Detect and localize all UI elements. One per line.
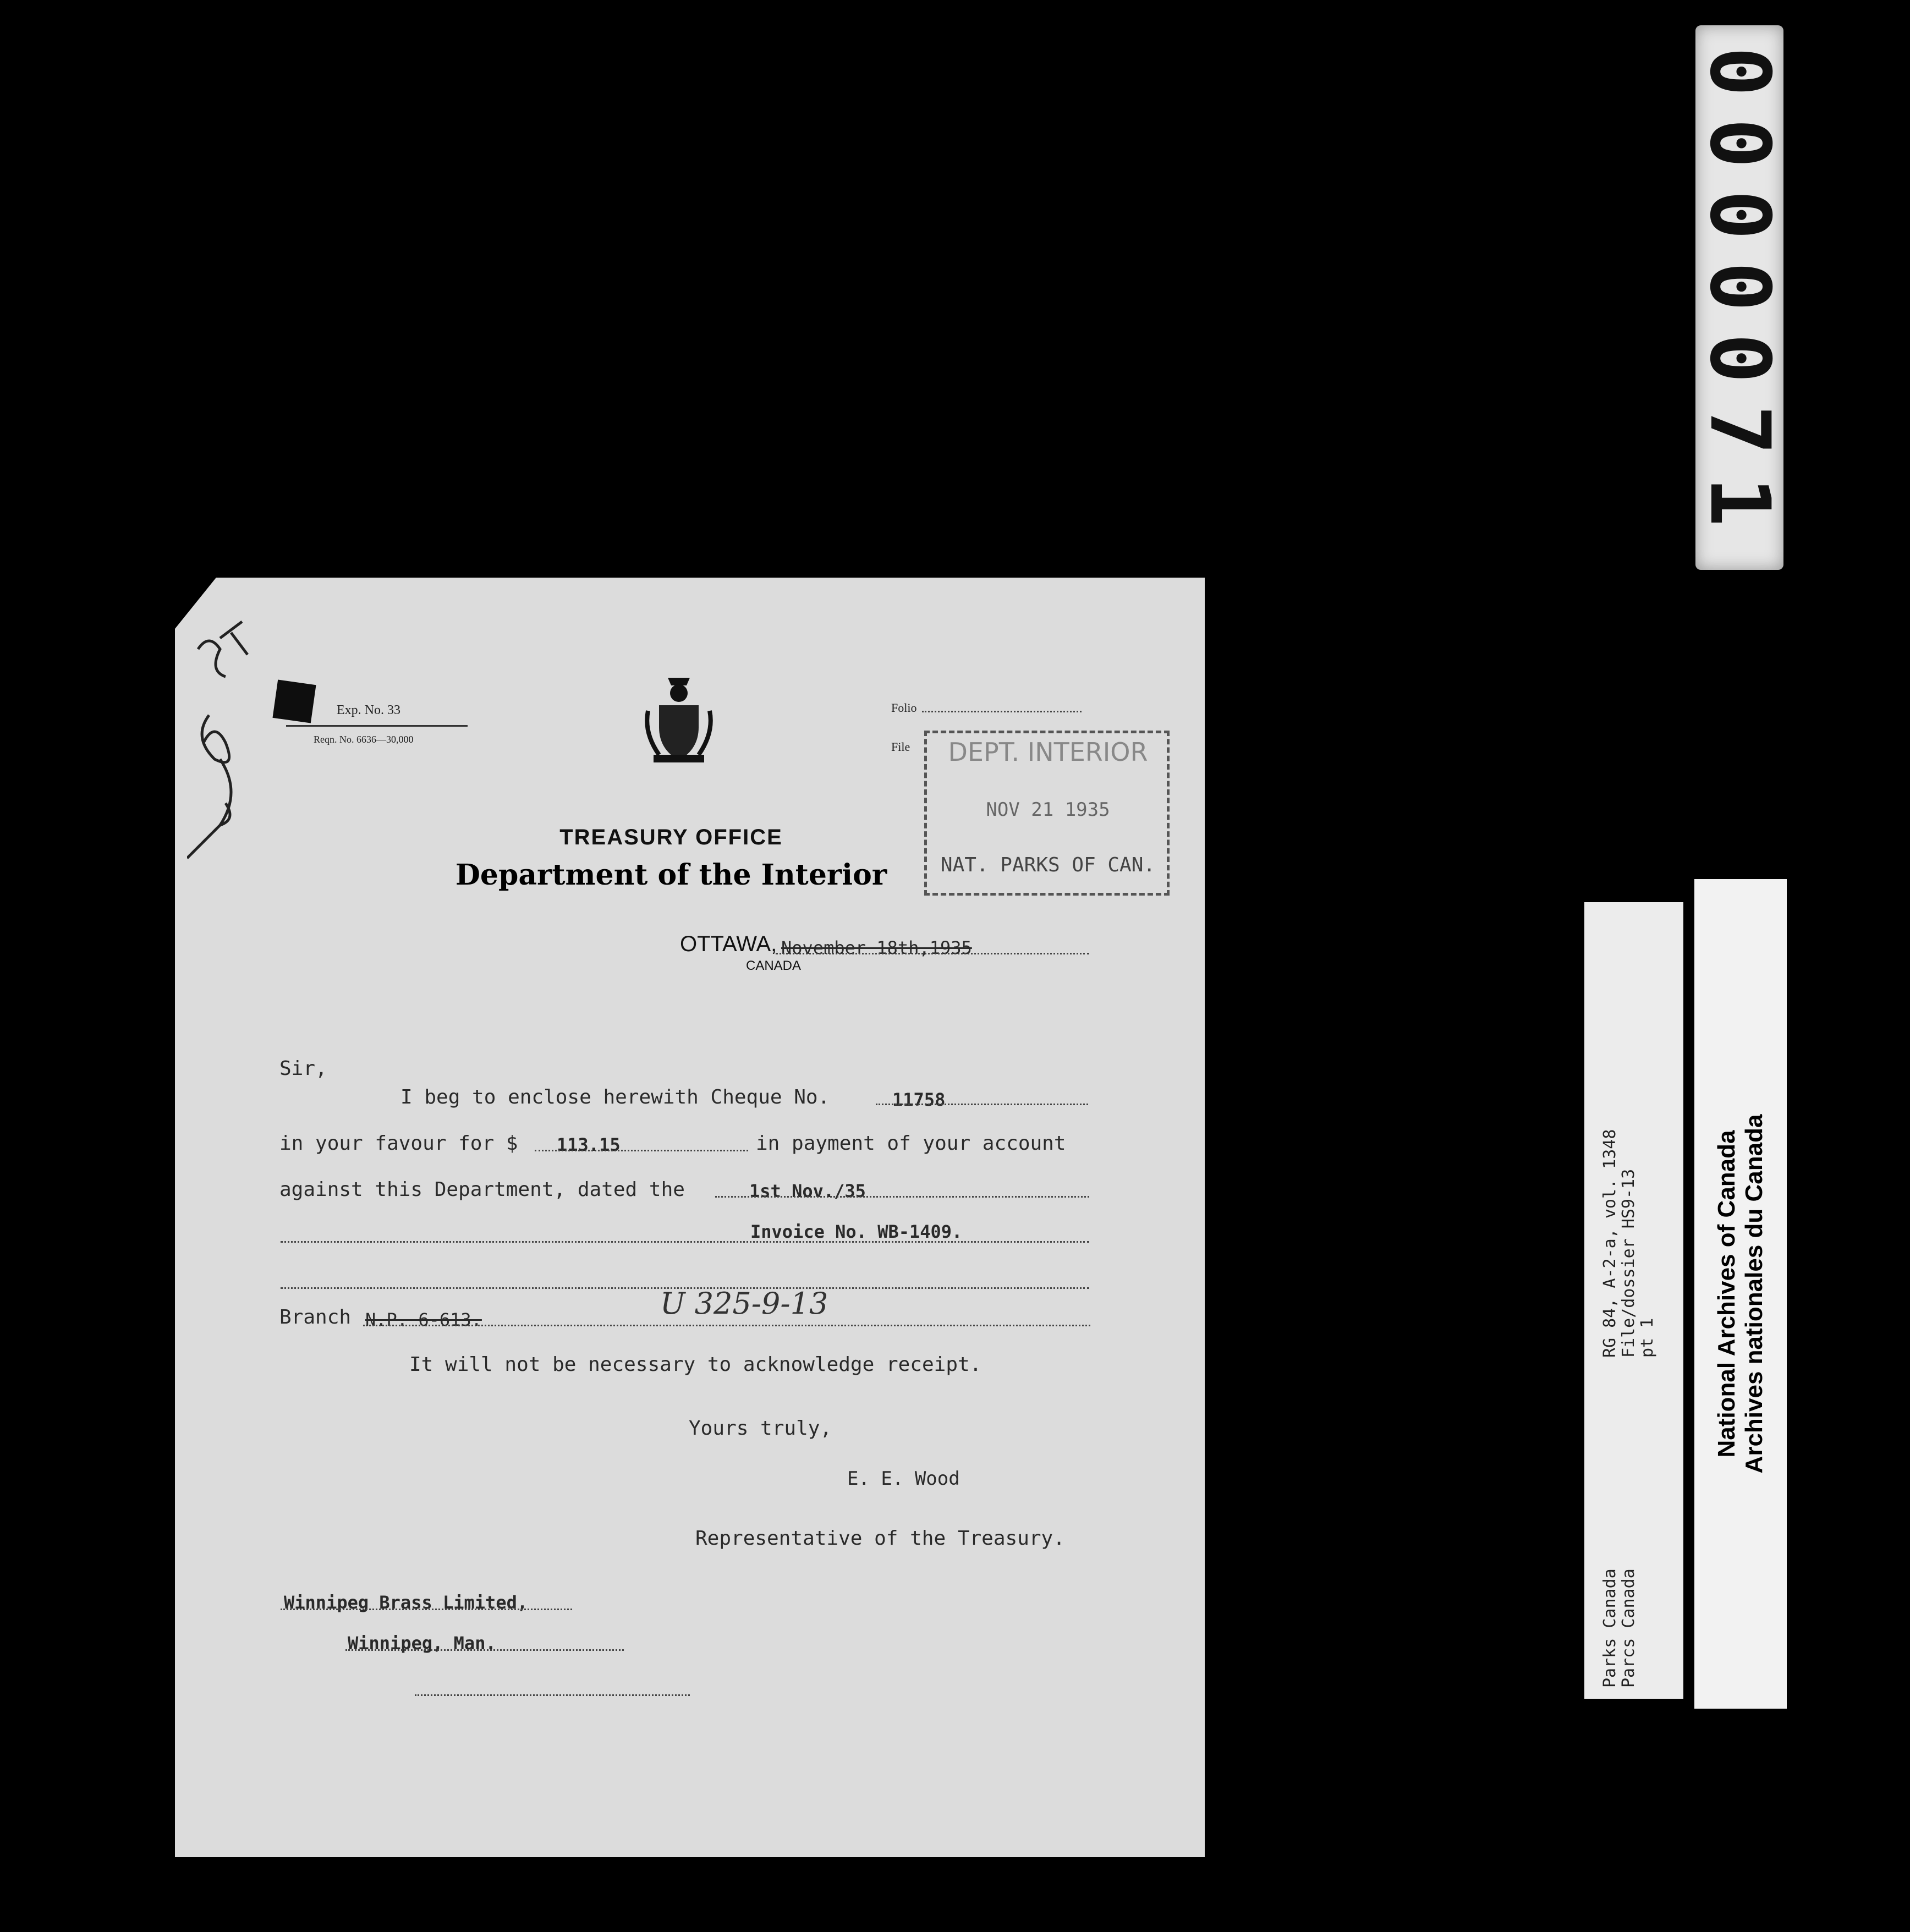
- reference-line-3: pt 1: [1638, 1318, 1657, 1358]
- exp-rule: [286, 725, 468, 727]
- reference-agency-fr: Parcs Canada: [1619, 1568, 1638, 1688]
- reqn-number: Reqn. No. 6636—30,000: [314, 734, 414, 745]
- addressee-line-2: [345, 1649, 624, 1651]
- folio-line: [922, 711, 1082, 712]
- department-title: Department of the Interior: [455, 858, 887, 892]
- branch-label: Branch: [279, 1306, 352, 1329]
- addressee-line-3: [415, 1694, 690, 1696]
- frame-number-strip: [1692, 25, 1787, 570]
- ink-blot: [272, 679, 316, 723]
- account-date: 1st Nov./35: [749, 1181, 866, 1201]
- reference-line-2: File/dossier HS9-13: [1619, 1168, 1638, 1358]
- cheque-amount: 113.15: [557, 1134, 621, 1155]
- against-text: against this Department, dated the: [279, 1178, 685, 1201]
- addressee-city: Winnipeg, Man.: [348, 1633, 496, 1654]
- stamp-branch: NAT. PARKS OF CAN.: [940, 854, 1156, 876]
- file-label: File: [891, 740, 910, 754]
- archive-label-fr: Archives nationales du Canada: [1741, 1114, 1768, 1474]
- date-line: [776, 953, 1089, 954]
- favour-text: in your favour for $: [279, 1132, 518, 1155]
- dateline-country: CANADA: [746, 958, 802, 973]
- reference-strip: [1584, 902, 1683, 1699]
- reference-line-1: RG 84, A-2-a, vol. 1348: [1600, 1129, 1620, 1358]
- handwritten-mark-icon: [187, 616, 297, 864]
- frame-number: 0000071: [1692, 46, 1787, 549]
- addressee-name: Winnipeg Brass Limited,: [284, 1592, 528, 1613]
- coat-of-arms-icon: [643, 672, 715, 767]
- archive-label-en: National Archives of Canada: [1713, 1130, 1740, 1458]
- invoice-line: [281, 1241, 1089, 1243]
- branch-line: [363, 1325, 1090, 1326]
- cheque-line: [876, 1104, 1088, 1105]
- archive-strip: [1694, 879, 1787, 1709]
- signer-title: Representative of the Treasury.: [695, 1527, 1065, 1550]
- enclose-text: I beg to enclose herewith Cheque No.: [400, 1086, 830, 1108]
- stamp-date: NOV 21 1935: [986, 799, 1110, 821]
- payment-text: in payment of your account: [756, 1132, 1066, 1155]
- closing: Yours truly,: [689, 1417, 832, 1440]
- letter-date: November 18th,1935: [781, 937, 972, 958]
- stamp-department: DEPT. INTERIOR: [948, 737, 1148, 767]
- branch-value: N.P. 6-613.: [365, 1309, 482, 1330]
- reference-agency-en: Parks Canada: [1600, 1568, 1620, 1688]
- signer-name: E. E. Wood: [847, 1468, 960, 1490]
- cheque-number: 11758: [892, 1089, 946, 1110]
- exp-number: Exp. No. 33: [337, 703, 400, 717]
- addressee-line-1: [281, 1609, 572, 1610]
- office-title: TREASURY OFFICE: [559, 825, 783, 849]
- folio-label: Folio: [891, 701, 917, 715]
- dateline-city: OTTAWA,: [680, 932, 777, 956]
- dated-line: [715, 1196, 1089, 1198]
- acknowledge-note: It will not be necessary to acknowledge receipt.: [409, 1353, 982, 1376]
- invoice-number: Invoice No. WB-1409.: [750, 1221, 963, 1242]
- archive-label: [1713, 1115, 1768, 1474]
- salutation: Sir,: [279, 1057, 327, 1080]
- branch-handwritten-file: U 325-9-13: [660, 1286, 828, 1321]
- amount-line: [535, 1150, 748, 1151]
